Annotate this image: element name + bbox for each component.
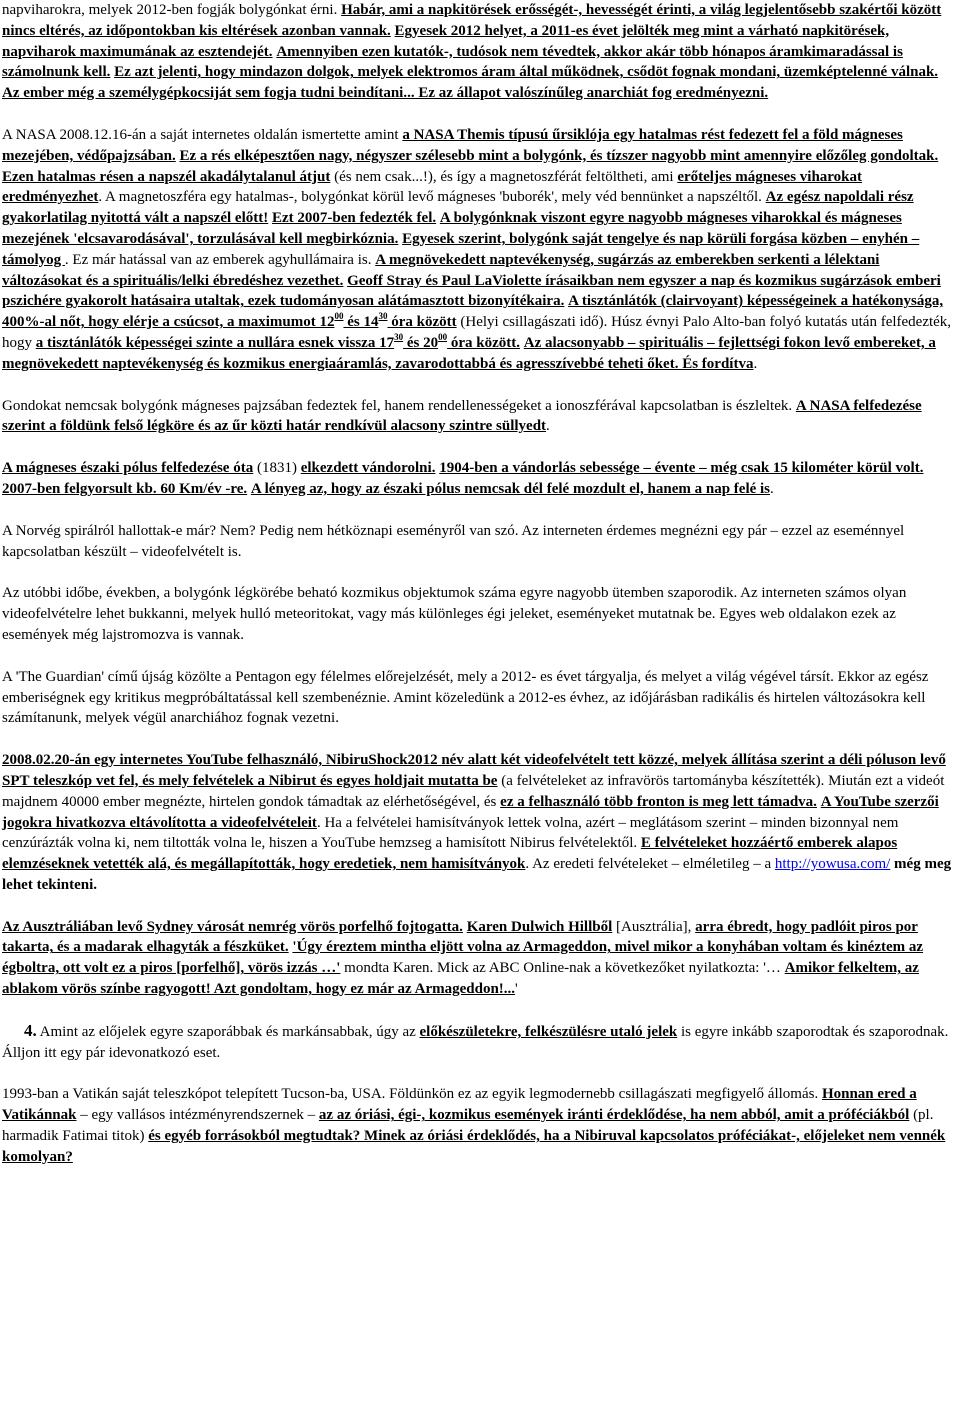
body-text: . bbox=[546, 418, 550, 435]
emphasized-text: Karen Dulwich Hillből bbox=[466, 918, 613, 935]
body-text: mondta Karen. Mick az ABC Online-nak a következőket nyilatkozta: '… bbox=[340, 960, 785, 977]
emphasized-text: Az egész napoldali rész gyakorlatilag nyitottá vált a napszél előtt! bbox=[2, 189, 914, 227]
emphasized-text: A NASA felfedezése szerint a földünk felső légköre és az űr közti határ rendkívül alacsony szintre süllyedt bbox=[2, 397, 922, 435]
emphasized-text: A bolygónknak viszont egyre nagyobb mágneses viharokkal és mágneses mezejének 'elcsavarodásával', torzulásával kell megbirkóznia. bbox=[2, 210, 902, 247]
emphasized-text: óra között bbox=[387, 314, 457, 331]
emphasized-text: erőteljes mágneses viharokat eredményezhet bbox=[2, 168, 863, 206]
body-text: . A magnetoszféra egy hatalmas-, bolygónkat körül levő mágneses 'buborék', mely véd bennünket a napszéltől. bbox=[98, 189, 766, 206]
body-text: Amint az előjelek egyre szaporábbak és markánsabbak, úgy az bbox=[36, 1023, 420, 1040]
body-text: ' bbox=[515, 981, 518, 998]
body-text: (Helyi csillagászati idő). Húsz évnyi Palo Alto-ban folyó kutatás után felfedezték, hogy bbox=[2, 314, 952, 351]
emphasized-text: A tisztánlátók (clairvoyant) képességeinek a hatékonysága, 400%-al nőt, hogy elérje a csúcsot, a maximumot 12 bbox=[2, 293, 944, 331]
body-text: [Ausztrália], bbox=[612, 918, 696, 935]
body-text: – egy vallásos intézményrendszernek – bbox=[76, 1107, 319, 1124]
superscript-minutes: 00 bbox=[334, 311, 344, 322]
body-text: is egyre inkább szaporodtak és szaporodnak. Álljon itt egy pár idevonatkozó eset. bbox=[2, 1023, 949, 1061]
body-text: (pl. harmadik Fatimai titok) bbox=[2, 1107, 934, 1145]
emphasized-text: óra között. bbox=[447, 334, 520, 351]
emphasized-text: ez a felhasználó több fronton is meg lett támadva. bbox=[500, 793, 817, 810]
emphasized-text: Geoff Stray és Paul LaViolette írásaikban nem egyszer a nap és kozmikus sugárzások emberi pszichére gyakorolt hatásaira utaltak, ezek tudományosan alátámasztott bizonyítékaira. bbox=[2, 272, 941, 310]
emphasized-text: Az alacsonyabb – spirituális – fejlettségi fokon levő embereket, a megnövekedett naptevékenység és kozmikus energiaáramlás, zavarodottabbá és agresszívebbé teheti őket. És fordítva bbox=[2, 334, 936, 372]
emphasized-text: Egyesek 2012 helyet, a 2011-es évet jelölték meg mint a várható napkitörések, napviharok maximumának az esztendejét. bbox=[2, 22, 890, 60]
emphasized-text: A lényeg az, hogy az északi pólus nemcsak dél felé mozdult el, hanem a nap felé is bbox=[250, 480, 771, 497]
emphasized-text: Az Ausztráliában levő Sydney városát nemrég vörös porfelhő fojtogatta. bbox=[2, 918, 463, 935]
body-text: (és nem csak...!), és így a magnetoszférát feltöltheti, ami bbox=[330, 168, 678, 185]
paragraph-p9 bbox=[2, 917, 952, 1000]
body-text: . bbox=[770, 480, 774, 497]
emphasized-text: Az ember még a személygépkocsiját sem fogja tudni beindítani... Ez az állapot valószínűleg anarchiát fog eredményezni. bbox=[2, 85, 769, 102]
emphasized-text: és egyéb forrásokból megtudtak? Minek az óriási érdeklődés, ha a Nibiruval kapcsolatos próféciákat-, előjeleket nem vennék komolyan? bbox=[2, 1128, 946, 1165]
section-number: 4. bbox=[24, 1020, 37, 1040]
body-text: A 'The Guardian' című újság közölte a Pentagon egy félelmes előrejelzését, mely a 2012- es évet tárgyalja, és melyet a világ végével társít. Ekkor az egész emberiségnek egy kritikus megpróbáltatással kell szembenéznie. Amint közeledünk a 2012-es évhez, az időjárásban radikális és hirtelen változásokra kell számítanunk, melyek végül anarchiához fognak vezetni. bbox=[2, 668, 929, 727]
emphasized-text: 2007-ben felgyorsult kb. 60 Km/év -re. bbox=[2, 480, 248, 497]
body-text: (1831) bbox=[253, 460, 301, 477]
body-text: . Ez már hatással van az emberek agyhullámaira is. bbox=[64, 251, 376, 268]
emphasized-text: Ez a rés elképesztően nagy, négyszer szélesebb mint a bolygónk, és tízszer nagyobb mint amennyire előzőleg gondoltak. bbox=[179, 147, 939, 164]
paragraph-p11 bbox=[2, 1084, 952, 1167]
paragraph-p8 bbox=[2, 750, 952, 896]
emphasized-text: a tisztánlátók képességei szinte a nullára esnek vissza 17 bbox=[35, 334, 395, 351]
paragraph-p10 bbox=[2, 1021, 952, 1064]
body-text: Gondokat nemcsak bolygónk mágneses pajzsában fedeztek fel, hanem rendellenességeket a ionoszférával kapcsolatban is észleltek. bbox=[2, 397, 796, 414]
superscript-minutes: 00 bbox=[438, 331, 448, 342]
body-text: (a felvételeket az infravörös tartományba készítették). Miután ezt a videót majdnem 40000 ember megnézte, hirtelen gondok támadtak az elérhetőségével, és bbox=[2, 772, 945, 810]
emphasized-text: Habár, ami a napkitörések erősségét-, hevességét érinti, a világ legjelentősebb szakértői között nincs eltérés, az időpontokban kis eltérések azonban vannak. bbox=[2, 2, 942, 39]
emphasized-text: Ezt 2007-ben fedezték fel. bbox=[271, 210, 437, 227]
emphasized-text: Amikor felkeltem, az ablakom vörös színbe ragyogott! Azt gondoltam, hogy ez már az Armageddon!... bbox=[2, 960, 919, 998]
emphasized-text: 1904-ben a vándorlás sebessége – évente – még csak 15 kilométer körül volt. bbox=[439, 460, 924, 477]
emphasized-text: 'Úgy éreztem mintha eljött volna az Armageddon, mivel mikor a konyhában voltam és kinéztem az égboltra, ott volt ez a piros [porfelhő], vörös izzás …' bbox=[2, 939, 924, 977]
emphasized-text: A YouTube szerzői jogokra hivatkozva eltávolította a videofelvételeit bbox=[2, 793, 939, 831]
superscript-minutes: 30 bbox=[378, 311, 388, 322]
emphasized-text: Ez azt jelenti, hogy mindazon dolgok, melyek elektromos áram által működnek, csődöt fognak mondani, üzemképtelenné válnak. bbox=[114, 64, 939, 81]
emphasized-text: Honnan ered a Vatikánnak bbox=[2, 1086, 917, 1124]
emphasized-text: 2008.02.20-án egy internetes YouTube felhasználó, NibiruShock2012 név alatt két videofelvételt tett közzé, melyek állítása szerint a déli póluson levő SPT teleszkóp vet fel, és mely felvételek a Nibirut és egyes holdjait mutatta be bbox=[2, 752, 946, 789]
emphasized-text: arra ébredt, hogy padlóit piros por takarta, és a madarak elhagyták a fészküket. bbox=[2, 918, 918, 956]
emphasized-text: és 20 bbox=[403, 334, 439, 351]
paragraph-p2 bbox=[2, 125, 952, 375]
paragraph-p7 bbox=[2, 667, 952, 729]
emphasized-text: Ezen hatalmas résen a napszél akadálytalanul átjut bbox=[2, 168, 331, 185]
body-text: A Norvég spirálról hallottak-e már? Nem? Pedig nem hétköznapi eseményről van szó. Az interneten érdemes megnézni egy pár – ezzel az eseménnyel kapcsolatban készült – videofelvételt is. bbox=[2, 522, 905, 560]
emphasized-text: az az óriási, égi-, kozmikus események iránti érdeklődése, ha nem abból, amit a próféciákból bbox=[318, 1107, 910, 1124]
paragraph-p3 bbox=[2, 396, 952, 438]
emphasized-text: E felvételeket hozzáértő emberek alapos elemzéseknek vetették alá, és megállapították, hogy eredetiek, nem hamisítványok bbox=[2, 835, 898, 873]
emphasized-text: Egyesek szerint, bolygónk saját tengelye és nap körüli forgása közben – enyhén – támolyog bbox=[2, 230, 920, 268]
paragraph-p4 bbox=[2, 458, 952, 500]
body-text: . bbox=[753, 355, 758, 372]
paragraph-p5 bbox=[2, 521, 952, 563]
body-text: napviharokra, melyek 2012-ben fogják bolygónkat érni. bbox=[2, 2, 342, 18]
web-link[interactable]: http://yowusa.com/ bbox=[774, 856, 891, 873]
body-text: 1993-ban a Vatikán saját teleszkópot telepített Tucson-ba, USA. Földünkön ez az egyik legmodernebb csillagászati megfigyelő állomás. bbox=[2, 1086, 822, 1103]
emphasized-text: A mágneses északi pólus felfedezése óta bbox=[2, 460, 254, 477]
emphasized-text: előkészületekre, felkészülésre utaló jelek bbox=[419, 1023, 678, 1040]
body-text: . Az eredeti felvételeket – elméletileg – a bbox=[525, 856, 775, 873]
bold-text: még meg lehet tekinteni. bbox=[2, 856, 952, 893]
emphasized-text: A megnövekedett naptevékenység, sugárzás az emberekben serkenti a lélektani változásokat és a spirituális/lelki ébredéshez vezethet. bbox=[2, 251, 880, 289]
paragraph-p6 bbox=[2, 583, 952, 645]
emphasized-text: és 14 bbox=[343, 314, 379, 331]
emphasized-text: Amennyiben ezen kutatók-, tudósok nem tévedtek, akkor akár több hónapos áramkimaradással is számolnunk kell. bbox=[2, 43, 903, 81]
emphasized-text: elkezdett vándorolni. bbox=[300, 460, 436, 477]
body-text: . Ha a felvételei hamisítványok lettek volna, azért – meglátásom szerint – minden bizonnyal nem cenzúrázták volna ki, nem tiltották volna le, hiszen a YouTube hemzseg a hamisított Nibirus felvételektől. bbox=[2, 814, 899, 852]
superscript-minutes: 30 bbox=[394, 331, 404, 342]
body-text: A NASA 2008.12.16-án a saját internetes oldalán ismertette amint bbox=[2, 126, 403, 143]
emphasized-text: a NASA Themis típusú űrsiklója egy hatalmas rést fedezett fel a föld mágneses mezejében, védőpajzsában. bbox=[2, 126, 903, 164]
paragraph-p1 bbox=[2, 0, 952, 104]
body-text: Az utóbbi időbe, években, a bolygónk légkörébe beható kozmikus objektumok száma egyre nagyobb ütemben szaporodik. Az interneten számos olyan videofelvételre lehet bukkanni, melyek hulló meteoritokat, vagy más különleges égi jeleket, eseményeket mutatnak be. Egyes web oldalakon ezek az események még lajstromozva is vannak. bbox=[2, 585, 907, 643]
